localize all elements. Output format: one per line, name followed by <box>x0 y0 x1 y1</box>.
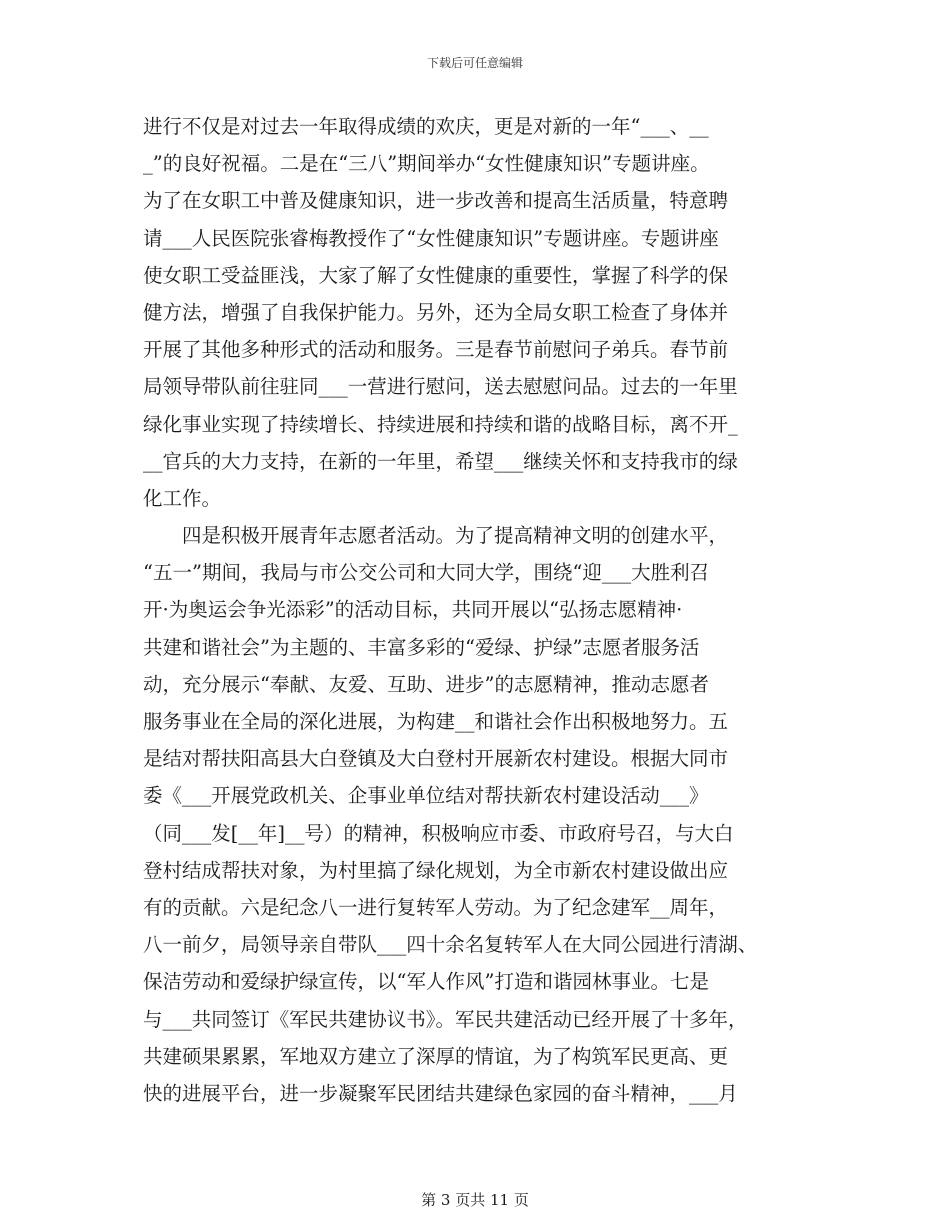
text-line: 有的贡献。六是纪念八一进行复转军人劳动。为了纪念建军__周年， <box>143 895 729 919</box>
text-line: 服务事业在全局的深化进展，为构建__和谐社会作出积极地努力。五 <box>143 710 729 733</box>
text-line: 进行不仅是对过去一年取得成绩的欢庆，更是对新的一年“___、__ <box>143 115 709 138</box>
text-line: 绿化事业实现了持续增长、持续进展和持续和谐的战略目标，离不开_ <box>143 412 738 436</box>
text-line: 动，充分展示“奉献、友爱、互助、进步”的志愿精神，推动志愿者 <box>143 672 709 696</box>
text-line: 登村结成帮扶对象，为村里搞了绿化规划，为全市新农村建设做出应 <box>143 858 729 882</box>
text-line: 开展了其他多种形式的活动和服务。三是春节前慰问子弟兵。春节前 <box>143 338 729 362</box>
page-number-footer: 第 3 页共 11 页 <box>421 1191 529 1209</box>
document-body <box>143 108 823 1112</box>
text-line: _”的良好祝福。二是在“三八”期间举办“女性健康知识”专题讲座。 <box>143 152 710 176</box>
text-line: __官兵的大力支持，在新的一年里，希望___继续关怀和支持我市的绿 <box>143 449 738 473</box>
text-line: 为了在女职工中普及健康知识，进一步改善和提高生活质量，特意聘 <box>143 189 729 213</box>
text-line: 与___共同签订《军民共建协议书》。军民共建活动已经开展了十多年， <box>143 1007 748 1031</box>
text-line: 使女职工受益匪浅，大家了解了女性健康的重要性，掌握了科学的保 <box>143 263 729 287</box>
text-line: 快的进展平台，进一步凝聚军民团结共建绿色家园的奋斗精神，___月 <box>143 1081 738 1105</box>
text-line: 委《___开展党政机关、企事业单位结对帮扶新农村建设活动___》 <box>143 784 709 808</box>
paragraph-start-line: 四是积极开展青年志愿者活动。为了提高精神文明的创建水平， <box>182 524 729 548</box>
text-line: 是结对帮扶阳高县大白登镇及大白登村开展新农村建设。根据大同市 <box>143 747 729 771</box>
text-line: 局领导带队前往驻同___一营进行慰问，送去慰慰问品。过去的一年里 <box>143 375 738 399</box>
text-line: 共建硕果累累，军地双方建立了深厚的情谊，为了构筑军民更高、更 <box>143 1044 729 1068</box>
text-line: 化工作。 <box>143 486 222 510</box>
text-line: 共建和谐社会”为主题的、丰富多彩的“爱绿、护绿”志愿者服务活 <box>143 635 700 659</box>
text-line: 健方法，增强了自我保护能力。另外，还为全局女职工检查了身体并 <box>143 300 729 324</box>
text-line: 开·为奥运会争光添彩”的活动目标，共同开展以“弘扬志愿精神· <box>143 598 683 622</box>
page-header: 下载后可任意编辑 <box>426 56 523 70</box>
text-line: “五一”期间，我局与市公交公司和大同大学，围绕“迎___大胜利召 <box>143 561 710 585</box>
text-line: 八一前夕，局领导亲自带队___四十余名复转军人在大同公园进行清湖、 <box>143 933 758 957</box>
text-line: （同___发[__年]__号）的精神，积极响应市委、市政府号召，与大白 <box>143 821 734 845</box>
text-line: 保洁劳动和爱绿护绿宣传，以“军人作风”打造和谐园林事业。七是 <box>143 970 709 994</box>
text-line: 请___人民医院张睿梅教授作了“女性健康知识”专题讲座。专题讲座 <box>143 226 719 250</box>
